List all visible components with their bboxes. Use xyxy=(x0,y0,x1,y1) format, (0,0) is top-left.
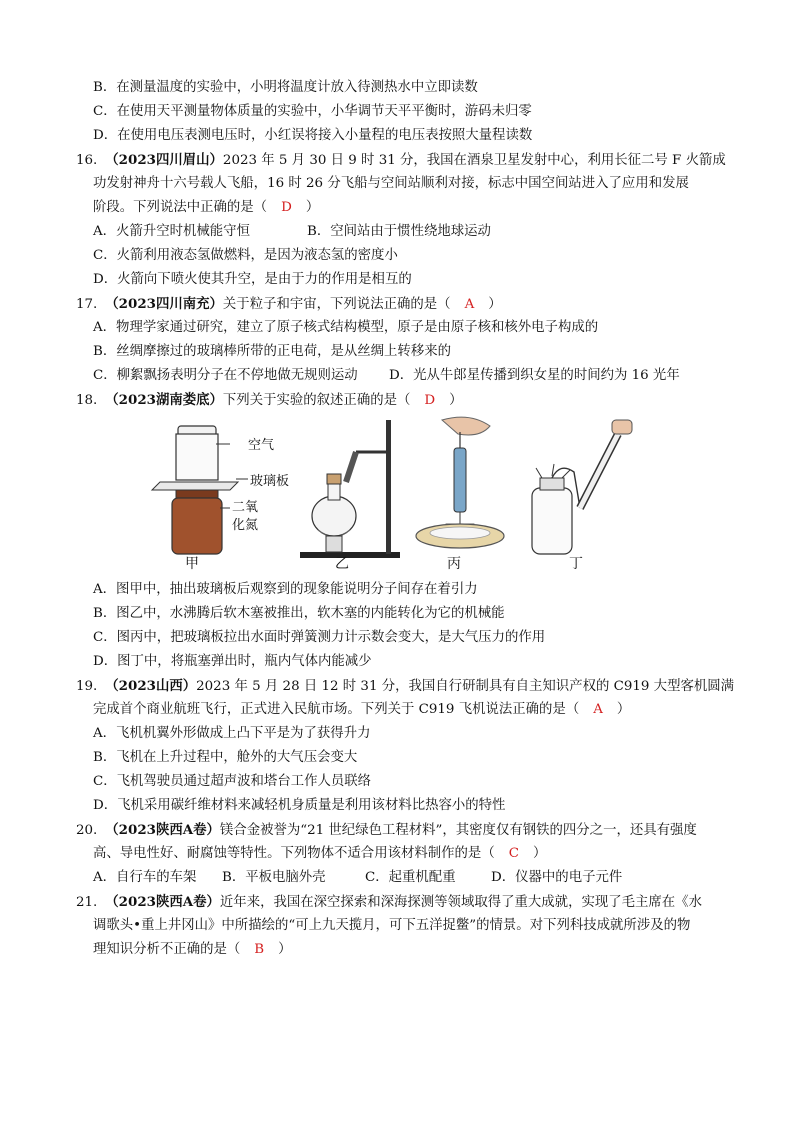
answer-mark: A xyxy=(593,702,603,717)
q18-experiment-figure xyxy=(150,412,670,572)
figure-caption-bing: 丙 xyxy=(447,556,461,572)
q18-option-b: B．图乙中，水沸腾后软木塞被推出，软木塞的内能转化为它的机械能 xyxy=(93,606,505,621)
q15-option-c: C．在使用天平测量物体质量的实验中，小华调节天平平衡时，游码未归零 xyxy=(93,104,532,119)
answer-mark: C xyxy=(508,846,519,861)
q19-option-b: B．飞机在上升过程中，舱外的大气压会变大 xyxy=(93,750,358,765)
figure-caption-jia: 甲 xyxy=(185,556,199,572)
q18-option-a: A．图甲中，抽出玻璃板后观察到的现象能说明分子间存在着引力 xyxy=(93,582,478,597)
question-source: （2023陕西A卷） xyxy=(105,894,220,910)
question-number: 19. xyxy=(76,679,98,694)
label-air: 空气 xyxy=(248,438,275,453)
q18-option-c: C．图丙中，把玻璃板拉出水面时弹簧测力计示数会变大，是大气压力的作用 xyxy=(93,630,546,645)
question-number: 20. xyxy=(76,823,98,838)
figure-caption-yi: 乙 xyxy=(335,556,349,572)
q19-option-d: D．飞机采用碳纤维材料来减轻机身质量是利用该材料比热容小的特性 xyxy=(93,798,506,813)
q19-stem-line2: 完成首个商业航班飞行，正式进入民航市场。下列关于 C919 飞机说法正确的是（ A ） xyxy=(93,702,631,717)
q18-option-d: D．图丁中，将瓶塞弹出时，瓶内气体内能减少 xyxy=(93,654,372,669)
question-source: （2023陕西A卷） xyxy=(105,822,220,838)
q19-option-a: A．飞机机翼外形做成上凸下平是为了获得升力 xyxy=(93,726,371,741)
q17-option-a: A．物理学家通过研究，建立了原子核式结构模型，原子是由原子核和核外电子构成的 xyxy=(93,320,599,335)
q16-stem-line1 xyxy=(76,150,726,171)
q16-option-c: C．火箭利用液态氢做燃料，是因为液态氢的密度小 xyxy=(93,248,398,263)
question-source: （2023四川眉山） xyxy=(105,152,223,168)
question-source: （2023山西） xyxy=(105,678,197,694)
answer-mark: B xyxy=(254,942,265,957)
q17-option-b: B．丝绸摩擦过的玻璃棒所带的正电荷，是从丝绸上转移来的 xyxy=(93,344,451,359)
question-number: 18. xyxy=(76,393,98,408)
q21-stem-line1: 21. （2023陕西A卷）近年来，我国在深空探索和深海探测等领域取得了重大成就，实现了毛主席在《水 xyxy=(76,894,702,910)
label-glass-plate: 玻璃板 xyxy=(250,474,290,489)
q16-option-a: A．火箭升空时机械能守恒 xyxy=(93,224,250,239)
q16-option-b: B．空间站由于惯性绕地球运动 xyxy=(307,224,491,239)
spring-scale-illustration xyxy=(416,417,504,548)
q15-option-d: D．在使用电压表测电压时，小红误将接入小量程的电压表按照大量程读数 xyxy=(93,128,533,143)
q15-option-b: B．在测量温度的实验中，小明将温度计放入待测热水中立即读数 xyxy=(93,80,478,95)
question-number: 16. xyxy=(76,153,98,168)
q17-option-d: D．光从牛郎星传播到织女星的时间约为 16 光年 xyxy=(389,368,680,383)
question-source: （2023湖南娄底） xyxy=(105,392,223,408)
q19-stem-line1: 19. （2023山西）2023 年 5 月 28 日 12 时 31 分，我国自行研制具有自主知识产权的 C919 大型客机圆满 xyxy=(76,678,735,694)
answer-mark: D xyxy=(424,393,436,408)
q21-stem-line2: 调歌头•重上井冈山》中所描绘的“可上九天揽月，可下五洋捉鳖”的情景。对下列科技成就所涉及的物 xyxy=(93,918,691,933)
q16-option-d: D．火箭向下喷火使其升空，是由于力的作用是相互的 xyxy=(93,272,412,287)
jar-diffusion-illustration xyxy=(152,426,248,554)
question-source: （2023四川南充） xyxy=(105,296,223,312)
answer-mark: A xyxy=(464,297,475,312)
q20-option-a: A．自行车的车架 xyxy=(93,870,197,885)
q20-option-b: B．平板电脑外壳 xyxy=(222,870,326,885)
q18-stem-line1: 18. （2023湖南娄底）下列关于实验的叙述正确的是（ D ） xyxy=(76,392,463,408)
answer-mark: D xyxy=(281,200,292,215)
q16-stem-line3: 阶段。下列说法中正确的是（ D ） xyxy=(93,200,320,215)
flask-stand-illustration xyxy=(300,420,400,558)
q20-option-d: D．仪器中的电子元件 xyxy=(491,870,623,885)
q20-option-c: C．起重机配重 xyxy=(365,870,456,885)
label-no2-line2: 化氮 xyxy=(232,518,259,533)
q17-option-c: C．柳絮飘扬表明分子在不停地做无规则运动 xyxy=(93,368,358,383)
experiment-illustration xyxy=(150,412,670,572)
q21-stem-line3: 理知识分析不正确的是（ B ） xyxy=(93,942,292,957)
question-number: 17. xyxy=(76,297,98,312)
q17-stem-line1: 17. （2023四川南充）关于粒子和宇宙，下列说法正确的是（ A ） xyxy=(76,296,502,312)
q16-stem-line2: 功发射神舟十六号载人飞船，16 时 26 分飞船与空间站顺利对接，标志中国空间站进入了应用和发展 xyxy=(93,176,689,191)
label-no2-line1: 二氧 xyxy=(232,500,259,515)
bottle-pump-illustration xyxy=(532,420,632,554)
figure-caption-ding: 丁 xyxy=(569,556,583,572)
q19-option-c: C．飞机驾驶员通过超声波和塔台工作人员联络 xyxy=(93,774,372,789)
question-stem: 2023 年 5 月 30 日 9 时 31 分，我国在酒泉卫星发射中心，利用长征二号 F 火箭成 xyxy=(222,153,726,168)
q20-stem-line2: 高、导电性好、耐腐蚀等特性。下列物体不适合用该材料制作的是（ C ） xyxy=(93,846,547,861)
q20-stem-line1: 20. （2023陕西A卷）镁合金被誉为“21 世纪绿色工程材料”，其密度仅有钢铁的四分之一，还具有强度 xyxy=(76,822,697,838)
question-number: 21. xyxy=(76,895,98,910)
